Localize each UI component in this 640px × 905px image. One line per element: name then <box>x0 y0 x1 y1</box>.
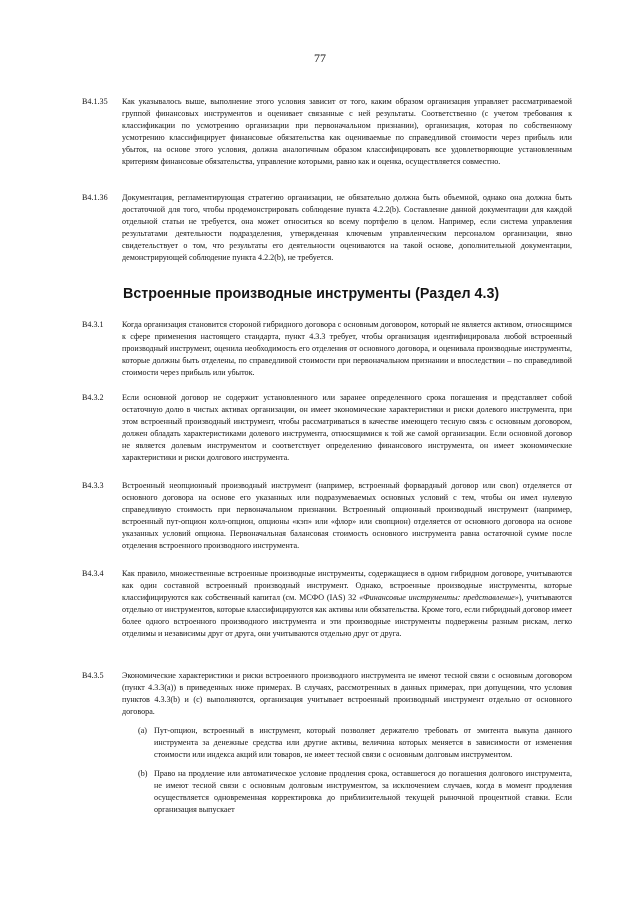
paragraph-text <box>122 568 572 640</box>
paragraph-number: B4.3.5 <box>82 671 104 680</box>
paragraph-b4-3-1 <box>82 319 572 379</box>
subitem-text: Право на продление или автоматическое условие продления срока, оставшегося до погашения долгового инструмента, не имеют тесной связи с основным долговым инструментом, за исключением случаев, когда в момент продления осуществляется одновременная корректировка до приблизительной текущей рыночной процентной ставки. Если организация выпускает <box>154 769 572 814</box>
standard-title-italic: «Финансовые инструменты: представление» <box>359 593 519 602</box>
subitem-label: (a) <box>138 726 147 735</box>
paragraph-number: B4.3.2 <box>82 393 104 402</box>
paragraph-text: Если основной договор не содержит установленного или заранее определенного срока погашения и представляет собой остаточную долю в чистых активах организации, он имеет экономические характеристики и риски долевого инструмента, при этом встроенный производный инструмент, чтобы рассматриваться в качестве имеющего тесную связь с основным договором, должен обладать характеристиками долевого инструмента, относящимися к той же самой организации. Если основной договор не является долевым инструментом и соответствует определению финансового инструмента, он имеет экономические характеристики и риски долгового инструмента. <box>122 393 572 462</box>
subitem-label: (b) <box>138 769 148 778</box>
subitem-text: Пут-опцион, встроенный в инструмент, который позволяет держателю требовать от эмитента выкупа данного инструмента за денежные средства или другие активы, величина которых меняется в зависимости от изменения стоимости или индекса акций или товаров, не имеет тесной связи с основным долговым инструментом. <box>154 726 572 759</box>
paragraph-number: B4.3.3 <box>82 481 104 490</box>
paragraph-number: B4.1.35 <box>82 97 108 106</box>
paragraph-b4-1-35 <box>82 96 572 168</box>
paragraph-text: Документация, регламентирующая стратегию организации, не обязательно должна быть объемной, однако она должна быть достаточной для того, чтобы продемонстрировать соблюдение пункта 4.2.2(b). Составление данной документации для каждой отдельной статьи не требуется, она может относиться ко всему портфелю в целом. Например, если система управления результатами деятельности подразделения, утвержденная ключевым управленческим персоналом организации, явно свидетельствует о том, что результаты его деятельности оцениваются на такой основе, дополнительной документации, демонстрирующей соблюдение пункта 4.2.2(b), не требуется. <box>122 193 572 262</box>
paragraph-b4-3-2 <box>82 392 572 464</box>
subitem-b <box>138 768 572 816</box>
subitem-a <box>138 725 572 761</box>
paragraph-text: Встроенный неопционный производный инструмент (например, встроенный форвардный договор или своп) отделяется от основного договора на основе его указанных или подразумеваемых основных условий с тем, чтобы он имел нулевую справедливую стоимость при первоначальном признании. Встроенный опционный производный инструмент (например, встроенный пут-опцион колл-опцион, опционы «кэп» или «флор» или свопцион) отделяется от основного договора на основе указанных условий опциона. Первоначальная балансовая стоимость основного инструмента равна остаточной сумме после отделения встроенного производного инструмента. <box>122 481 572 550</box>
paragraph-text-part: ), учитываются отдельно от инструментов, которые классифицируются как активы или обязательства. Кроме того, если гибридный договор имеет более одного встроенного производного инструмента и эти производные инструменты подвержены разным рискам, легко отделимы и независимы друг от друга, они учитываются отдельно друг от друга. <box>122 593 573 638</box>
paragraph-text: Как указывалось выше, выполнение этого условия зависит от того, каким образом организация управляет рассматриваемой группой финансовых инструментов и оценивает связанные с ней результаты. Соответственно (с учетом требования к классификации по усмотрению организации при первоначальном признании), организация, которая по собственному усмотрению классифицирует финансовые обязательства как оцениваемые по справедливой стоимости через прибыль или убыток, на основе этого условия, должна аналогичным образом классифицировать все удовлетворяющие установленным критериям финансовые обязательства, управление которыми, равно как и оценка, осуществляется совместно. <box>122 97 572 166</box>
paragraph-number: B4.3.1 <box>82 320 104 329</box>
paragraph-number: B4.3.4 <box>82 569 104 578</box>
paragraph-b4-3-5 <box>82 670 572 816</box>
section-heading: Встроенные производные инструменты (Раздел 4.3) <box>123 286 500 302</box>
paragraph-text: Когда организация становится стороной гибридного договора с основным договором, который не является активом, относящимся к сфере применения настоящего стандарта, пункт 4.3.3 требует, чтобы организация идентифицировала любой встроенный производный инструмент, оценила необходимость его отделения от основного договора, и оценивала производные инструменты, которые должны быть отделены, по справедливой стоимости при первоначальном признании и впоследствии – по справедливой стоимости через прибыль или убыток. <box>122 320 572 377</box>
paragraph-b4-3-4 <box>82 568 572 640</box>
paragraph-b4-3-3 <box>82 480 572 552</box>
subitem-list <box>122 725 572 816</box>
paragraph-text-part: Как правило, множественные встроенные производные инструменты, содержащиеся в одном гибридном договоре, учитываются как один составной встроенный производный инструмент. Однако, встроенные производные инструменты, которые классифицируются как собственный капитал (см. МСФО (IAS) 32 <box>122 569 572 602</box>
paragraph-number: B4.1.36 <box>82 193 108 202</box>
paragraph-text: Экономические характеристики и риски встроенного производного инструмента не имеют тесной связи с основным договором (пункт 4.3.3(a)) в приведенных ниже примерах. В случаях, рассмотренных в данных примерах, при допущении, что условия пунктов 4.3.3(b) и (c) выполняются, организация учитывает встроенный производный инструмент отдельно от основного договора. <box>122 671 572 716</box>
page-number: 77 <box>314 51 326 65</box>
paragraph-b4-1-36 <box>82 192 572 264</box>
